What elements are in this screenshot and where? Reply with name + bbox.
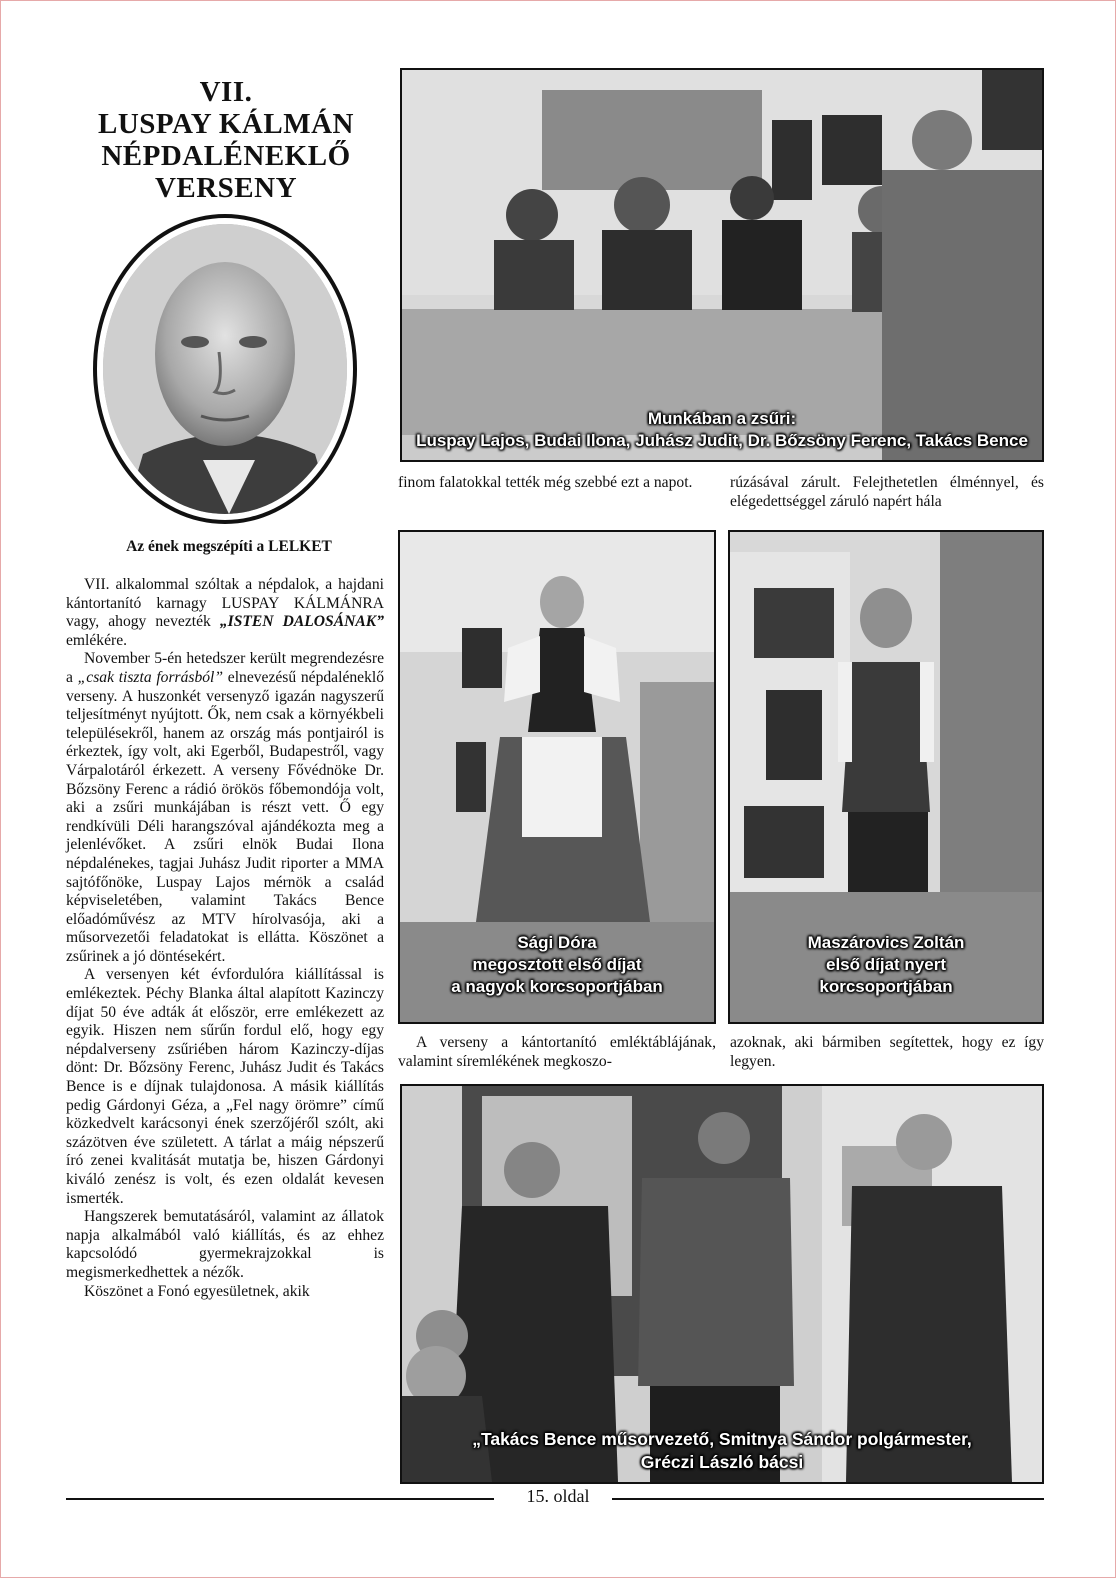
paragraph: VII. alkalommal szóltak a népdalok, a hajdani kántortanító karnagy LUSPAY KÁLMÁNRA vagy, ahogy nevezték „ISTEN DALOSÁNAK” emlékére. xyxy=(66,576,384,649)
sagi-dora-photo xyxy=(398,530,716,1024)
page-number: 15. oldal xyxy=(526,1486,590,1506)
presenters-caption-line2: Gréczi László bácsi xyxy=(640,1452,804,1472)
title-line: VERSENY xyxy=(154,172,298,204)
mid-text-upper-right: rúzásával zárult. Felejthetetlen élménnyel, és elégedettséggel záruló napért hála xyxy=(730,474,1044,510)
presenters-caption-line1: „Takács Bence műsorvezető, Smitnya Sándor polgármester, xyxy=(472,1429,972,1449)
maszarovics-photo xyxy=(728,530,1044,1024)
maszarovics-caption-line2: első díjat nyert xyxy=(826,955,946,974)
maszarovics-caption-name: Maszárovics Zoltán xyxy=(807,933,965,952)
sagi-caption-line3: a nagyok korcsoportjában xyxy=(451,977,663,996)
jury-caption-title: Munkában a zsűri: xyxy=(647,409,797,428)
article-title xyxy=(62,76,390,204)
paragraph: November 5-én hetedszer került megrendezésre a „csak tiszta forrásból” elnevezésű népdaléneklő verseny. A huszonkét versenyző igazán nagyszerű teljesítményt nyújtott. Ők, nem csak a környékbeli településekről, hanem az ország más pontjairól is érkeztek, így volt, aki Egerből, Budapestről, vagy Várpalotáról érkezett. A verseny Fővédnöke Dr. Bőzsöny Ferenc a rádió örökös főbemondója volt, aki a zsűri munkájában is részt vett. Ő egy rendkívüli Déli harangszóval ajándékozta meg a jelenlévőket. A zsűri elnök Budai Ilona népdalénekes, tagjai Juhász Judit riporter a MMA sajtófőnöke, Luspay Lajos mérnök a család képviseletében, valamint Takács Bence előadóművész az MTV hírolvasója, aki a műsorvezetői feladatokat is ellátta. Köszönet a zsűrinek a jó döntésekért. xyxy=(66,650,385,965)
footer-rule-right xyxy=(612,1498,1044,1500)
left-column-text xyxy=(66,576,384,1301)
mid-text-lower-left: A verseny a kántortanító emléktáblájának, valamint síremlékének megkoszo- xyxy=(398,1034,716,1070)
sagi-caption-name: Sági Dóra xyxy=(517,933,597,952)
footer-rule-left xyxy=(66,1498,494,1500)
jury-caption-names: Luspay Lajos, Budai Ilona, Juhász Judit, Dr. Bőzsöny Ferenc, Takács Bence xyxy=(416,431,1028,450)
subheading: Az ének megszépíti a LELKET xyxy=(126,538,332,555)
mid-text-upper-left: finom falatokkal tették még szebbé ezt a napot. xyxy=(398,474,693,491)
jury-photo xyxy=(400,68,1044,462)
title-line: LUSPAY KÁLMÁN xyxy=(98,108,354,140)
presenters-photo xyxy=(400,1084,1044,1484)
mid-text-lower-right: azoknak, aki bármiben segítettek, hogy ez így legyen. xyxy=(730,1034,1044,1070)
title-line: VII. xyxy=(199,76,253,108)
paragraph: Hangszerek bemutatásáról, valamint az állatok napja alkalmából való kiállítás, és az ehhez kapcsolódó gyermekrajzokkal is megismerkedhettek a nézők. xyxy=(66,1208,384,1281)
paragraph: A versenyen két évfordulóra kiállítással is emlékeztek. Péchy Blanka által alapított Kazinczy díjat 50 éve adták át először, erre emlékezett az egyik. Hiszen nem sűrűn fordul elő, hogy egy népdalverseny zsűriében három Kazinczy-díjas dönt: Dr. Bőzsöny Ferenc, Juhász Judit és Takács Bence is e díjnak tulajdonosa. A másik kiállítás pedig Gárdonyi Géza, a „Fel nagy örömre” című közkedvelt karácsonyi ének szerzőjéről szólt, aki százötven éve született. A tárlat a máig népszerű író zenei kvalitását mutatja be, hiszen Gárdonyi kiváló zenész is volt, és ezen oldalát kevesen ismerték. xyxy=(66,966,384,1207)
title-line: NÉPDALÉNEKLŐ xyxy=(101,140,351,172)
maszarovics-caption-line3: korcsoportjában xyxy=(819,977,953,996)
sagi-caption-line2: megosztott első díjat xyxy=(472,955,642,974)
paragraph: Köszönet a Fonó egyesületnek, akik xyxy=(84,1282,310,1300)
portrait-photo xyxy=(93,214,357,524)
